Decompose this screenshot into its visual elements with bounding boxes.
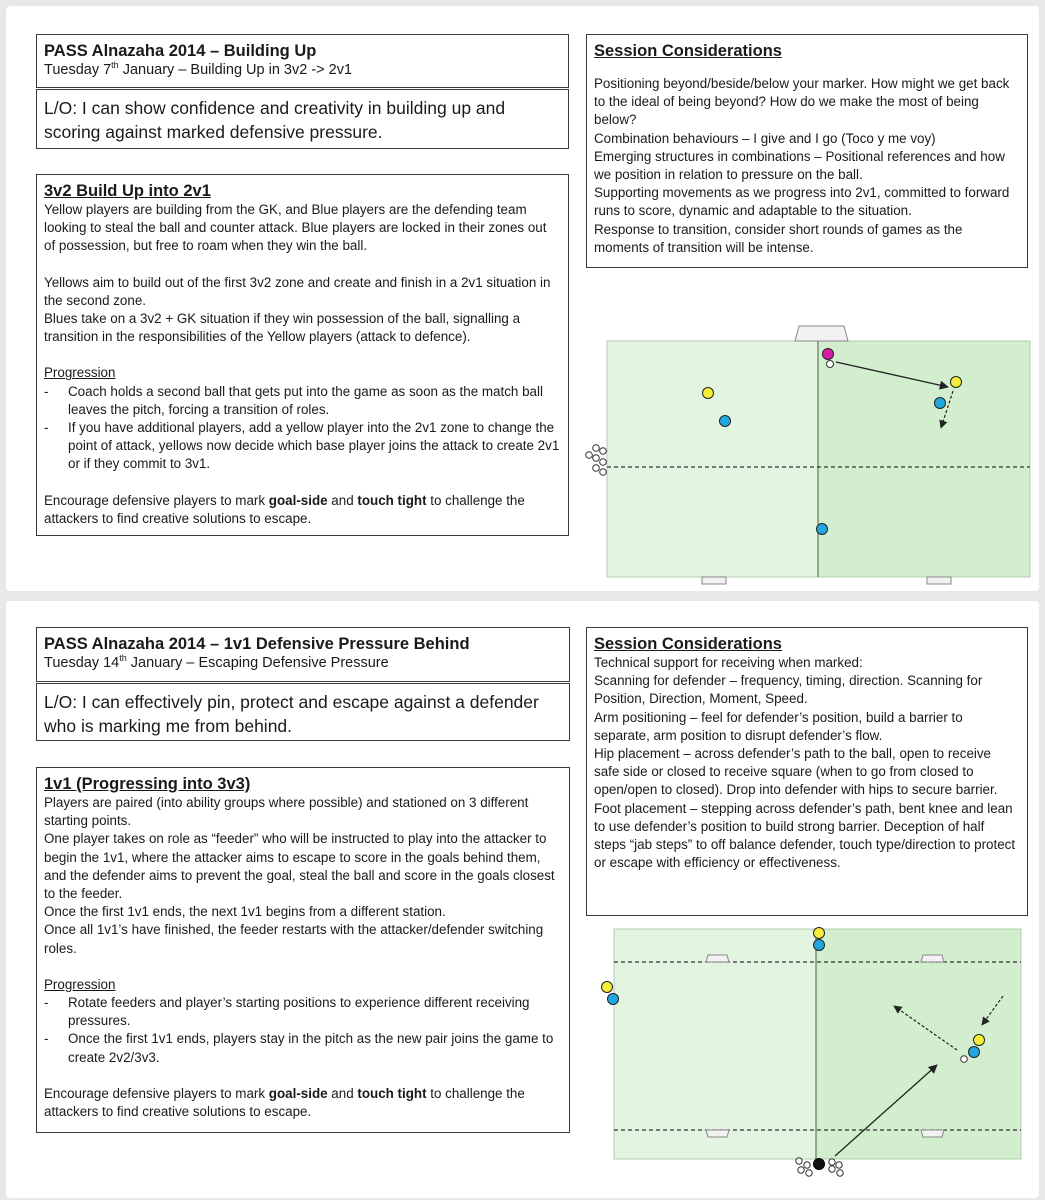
activity-box — [36, 767, 570, 1133]
activity-paragraph: Once all 1v1’s have finished, the feeder restarts with the attacker/defender switching roles. — [44, 922, 544, 956]
feeder-player — [814, 1159, 825, 1170]
consideration-item: Scanning for defender – frequency, timing, direction. Scanning for Position, Direction, Moment, Speed. — [594, 673, 983, 707]
considerations-title: Session Considerations — [594, 635, 782, 653]
consideration-item: Hip placement – across defender’s path to the ball, open to receive safe side or closed to receive square (when to go from closed to open/open to closed). Drop into defender with hips to secure barrier. — [594, 746, 998, 798]
top-goal — [795, 326, 848, 341]
session-sheet-2 — [6, 601, 1039, 1198]
consideration-item: Positioning beyond/beside/below your marker. How might we get back to the ideal of being beyond? How do we make the most of being below? — [594, 76, 1010, 128]
goal-bottom-left — [706, 1130, 729, 1137]
learning-objective: L/O: I can effectively pin, protect and escape against a defender who is marking me from behind. — [44, 692, 539, 736]
blue-player-left — [608, 994, 619, 1005]
activity-description — [44, 201, 561, 528]
session-date: Tuesday 14th January – Escaping Defensive Pressure — [44, 653, 389, 671]
blue-player-top — [814, 940, 825, 951]
bottom-goal-right — [927, 577, 951, 584]
progression-item: - Once the first 1v1 ends, players stay in the pitch as the new pair joins the game to create 2v2/3v3. — [44, 1030, 562, 1066]
activity-paragraph: Yellow players are building from the GK, and Blue players are the defending team looking to steal the ball and counter attack. Blue players are locked in their zones out of possession, but free to roam when they win the ball. — [44, 202, 547, 254]
considerations-box — [586, 627, 1028, 916]
yellow-player-top — [814, 928, 825, 939]
yellow-player-left — [703, 388, 714, 399]
consideration-item: Technical support for receiving when marked: — [594, 655, 863, 670]
session-header-box — [36, 627, 570, 682]
session-header-box — [36, 34, 569, 88]
consideration-item: Combination behaviours – I give and I go (Toco y me voy) — [594, 130, 936, 146]
learning-objective: L/O: I can show confidence and creativity in building up and scoring against marked defensive pressure. — [44, 98, 506, 142]
pitch-right-half — [818, 341, 1030, 577]
consideration-item: Arm positioning – feel for defender’s position, build a barrier to separate, arm position to disrupt defender’s flow. — [594, 709, 963, 743]
pitch-right-half — [816, 929, 1021, 1159]
progression-list — [44, 383, 561, 474]
progression-item: - If you have additional players, add a yellow player into the 2v1 zone to change the point of attack, yellows now decide which base player joins the attack to create 2v1 or if they commit to 3v1. — [44, 419, 561, 474]
blue-player-bottom — [817, 524, 828, 535]
ball-icon — [961, 1056, 968, 1063]
session-title: PASS Alnazaha 2014 – 1v1 Defensive Pressure Behind — [44, 635, 470, 653]
session-title: PASS Alnazaha 2014 – Building Up — [44, 42, 317, 60]
magenta-goalkeeper — [823, 349, 834, 360]
session-date: Tuesday 7th January – Building Up in 3v2 -> 2v1 — [44, 60, 353, 78]
consideration-item: Emerging structures in combinations – Positional references and how we position in relation to pressure on the ball. — [594, 148, 1005, 183]
activity-paragraph: Blues take on a 3v2 + GK situation if they win possession of the ball, signalling a transition in the responsibilities of the Yellow players (attack to defence). — [44, 311, 521, 345]
considerations-list — [594, 654, 1020, 872]
activity-paragraph: Once the first 1v1 ends, the next 1v1 begins from a different station. — [44, 904, 446, 920]
consideration-item: Supporting movements as we progress into 2v1, committed to forward runs to score, dynamic and adaptable to the situation. — [594, 185, 1010, 219]
pitch-diagram — [571, 311, 1036, 591]
progression-item: - Rotate feeders and player’s starting positions to experience different receiving pressures. — [44, 994, 562, 1030]
blue-player-left — [720, 416, 731, 427]
progression-label: Progression — [44, 365, 116, 381]
coaching-encouragement: Encourage defensive players to mark goal-side and touch tight to challenge the attackers to find creative solutions to escape. — [44, 1085, 525, 1120]
activity-title: 1v1 (Progressing into 3v3) — [44, 775, 251, 793]
balls-icon — [586, 445, 607, 476]
progression-list — [44, 994, 562, 1067]
activity-title: 3v2 Build Up into 2v1 — [44, 182, 211, 200]
learning-objective-box — [36, 89, 569, 149]
activity-paragraph: Players are paired (into ability groups where possible) and stationed on 3 different starting points. — [44, 795, 529, 829]
goal-top-right — [921, 955, 944, 962]
consideration-item: Response to transition, consider short rounds of games as the moments of transition will be intense. — [594, 221, 963, 255]
considerations-list — [594, 75, 1020, 257]
yellow-player-left — [602, 982, 613, 993]
considerations-title: Session Considerations — [594, 42, 782, 60]
coaching-encouragement: Encourage defensive players to mark goal-side and touch tight to challenge the attackers to find creative solutions to escape. — [44, 492, 525, 526]
progression-item: - Coach holds a second ball that gets put into the game as soon as the match ball leaves the pitch, forcing a transition of roles. — [44, 383, 561, 419]
learning-objective-box — [36, 683, 570, 741]
activity-paragraph: Yellows aim to build out of the first 3v2 zone and create and finish in a 2v1 situation in the second zone. — [44, 274, 551, 308]
activity-box — [36, 174, 569, 536]
activity-paragraph: One player takes on role as “feeder” who will be instructed to play into the attacker to begin the 1v1, where the attacker aims to escape to score in the goals behind them, and the defender aims to prevent the goal, steal the ball and score in the goals closest to the feeder. — [44, 831, 555, 902]
ball-icon — [827, 361, 834, 368]
goal-bottom-right — [921, 1130, 944, 1137]
pitch-diagram — [581, 919, 1036, 1198]
goal-top-left — [706, 955, 729, 962]
pitch-left-half — [614, 929, 816, 1159]
activity-description — [44, 794, 562, 1121]
bottom-goal-left — [702, 577, 726, 584]
consideration-item: Foot placement – stepping across defender’s path, bent knee and lean to use defender’s position to build strong barrier. Deception of half steps “jab steps” to off balance defender, touch type/direction to protect or escape with efficiency or effectiveness. — [594, 800, 1016, 871]
considerations-box — [586, 34, 1028, 268]
progression-label: Progression — [44, 976, 116, 992]
blue-player-right — [969, 1047, 980, 1058]
blue-player-right — [935, 398, 946, 409]
yellow-player-right — [951, 377, 962, 388]
pitch-left-half — [607, 341, 818, 577]
session-sheet-1 — [6, 6, 1039, 591]
yellow-player-right — [974, 1035, 985, 1046]
